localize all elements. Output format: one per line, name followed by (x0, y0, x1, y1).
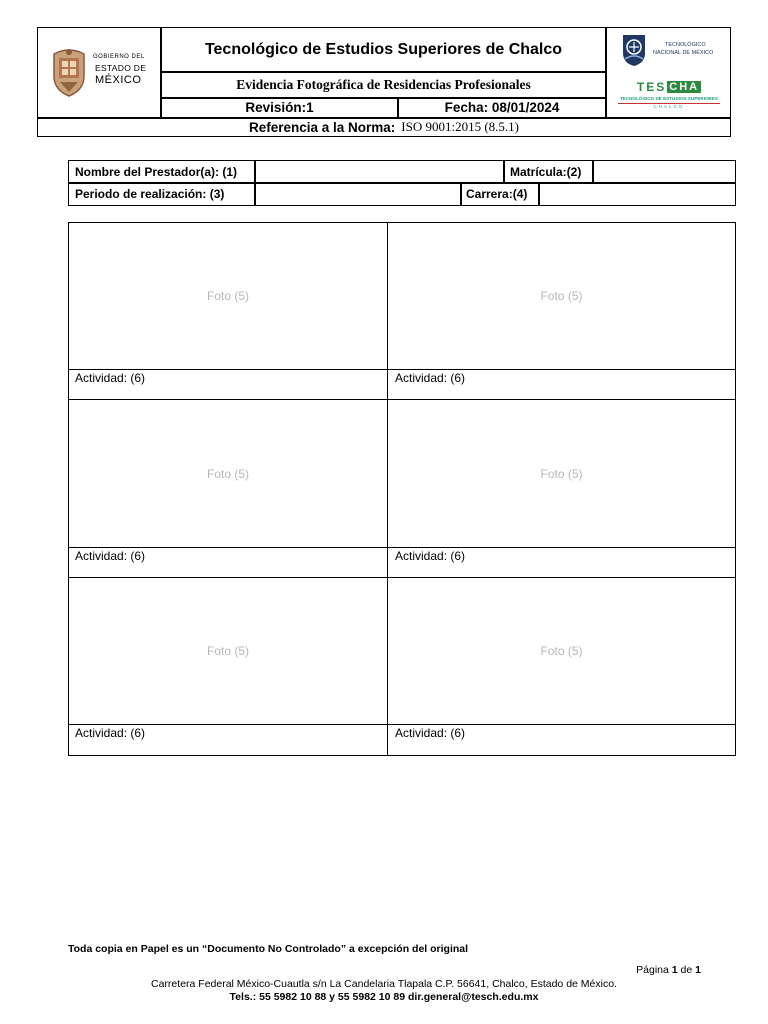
page-number (560, 964, 701, 976)
activity-label: Actividad: (6) (395, 549, 466, 563)
norm-row (39, 118, 729, 136)
name-label: Nombre del Prestador(a): (1) (75, 164, 238, 179)
tecnm-line2: NACIONAL DE MÉXICO (653, 50, 714, 56)
page-total: 1 (695, 964, 701, 976)
coat-of-arms-icon (50, 46, 88, 98)
career-label: Carrera:(4) (466, 187, 528, 201)
career-field[interactable] (540, 183, 734, 205)
photo-placeholder[interactable]: Foto (5) (206, 466, 249, 481)
edomex-logo (48, 44, 156, 100)
tescha-logo (608, 80, 730, 116)
edomex-line1: GOBIERNO DEL (93, 54, 145, 60)
page-current: 1 (671, 964, 678, 976)
activity-label: Actividad: (6) (75, 726, 146, 740)
tecnm-line1: TECNOLÓGICO (665, 42, 706, 48)
activity-label: Actividad: (6) (395, 371, 466, 385)
edomex-line3: MÉXICO (95, 74, 142, 86)
norm-label: Referencia a la Norma: (248, 119, 396, 135)
edomex-line2: ESTADO DE (95, 63, 147, 73)
tescha-text-a: TES (636, 80, 667, 94)
tecnm-emblem-icon (619, 31, 649, 67)
page-of: de (680, 964, 693, 976)
activity-label: Actividad: (6) (75, 549, 146, 563)
activity-label: Actividad: (6) (75, 371, 146, 385)
tescha-sub2: CHALCO (653, 104, 685, 109)
photo-placeholder[interactable]: Foto (5) (206, 644, 249, 658)
photo-placeholder[interactable]: Foto (5) (206, 289, 249, 303)
tescha-sub1: TECNOLÓGICO DE ESTUDIOS SUPERIORES (619, 96, 718, 101)
footer-disclaimer: Toda copia en Papel es un “Documento No Controlado” a excepción del original (68, 943, 469, 955)
footer-address: Carretera Federal México-Cuautla s/n La Candelaria Tlapala C.P. 56641, Chalco, Estado de México. (151, 978, 617, 990)
activity-label: Actividad: (6) (395, 726, 466, 740)
photo-placeholder[interactable]: Foto (5) (540, 644, 583, 658)
date-label: Fecha: 08/01/2024 (444, 100, 560, 115)
info-divider (460, 182, 462, 206)
period-label: Periodo de realización: (3) (75, 187, 225, 201)
page-word: Página (636, 964, 669, 976)
norm-value: ISO 9001:2015 (8.5.1) (401, 119, 520, 134)
document-title: Evidencia Fotográfica de Residencias Profesionales (236, 77, 531, 92)
photo-placeholder[interactable]: Foto (5) (540, 466, 583, 481)
footer-contact: Tels.: 55 5982 10 88 y 55 5982 10 89 dir.general@tesch.edu.mx (229, 991, 539, 1003)
info-divider (503, 160, 505, 183)
name-field[interactable] (256, 161, 502, 182)
photo-placeholder[interactable]: Foto (5) (540, 289, 583, 303)
matricula-field[interactable] (594, 161, 734, 182)
period-field[interactable] (256, 183, 459, 205)
header-divider (605, 27, 607, 118)
tescha-text-b: CHA (669, 81, 700, 93)
matricula-label: Matrícula:(2) (510, 164, 582, 179)
institution-title: Tecnológico de Estudios Superiores de Chalco (204, 40, 563, 58)
revision-label: Revisión:1 (245, 100, 314, 115)
tecnm-logo (615, 30, 727, 68)
